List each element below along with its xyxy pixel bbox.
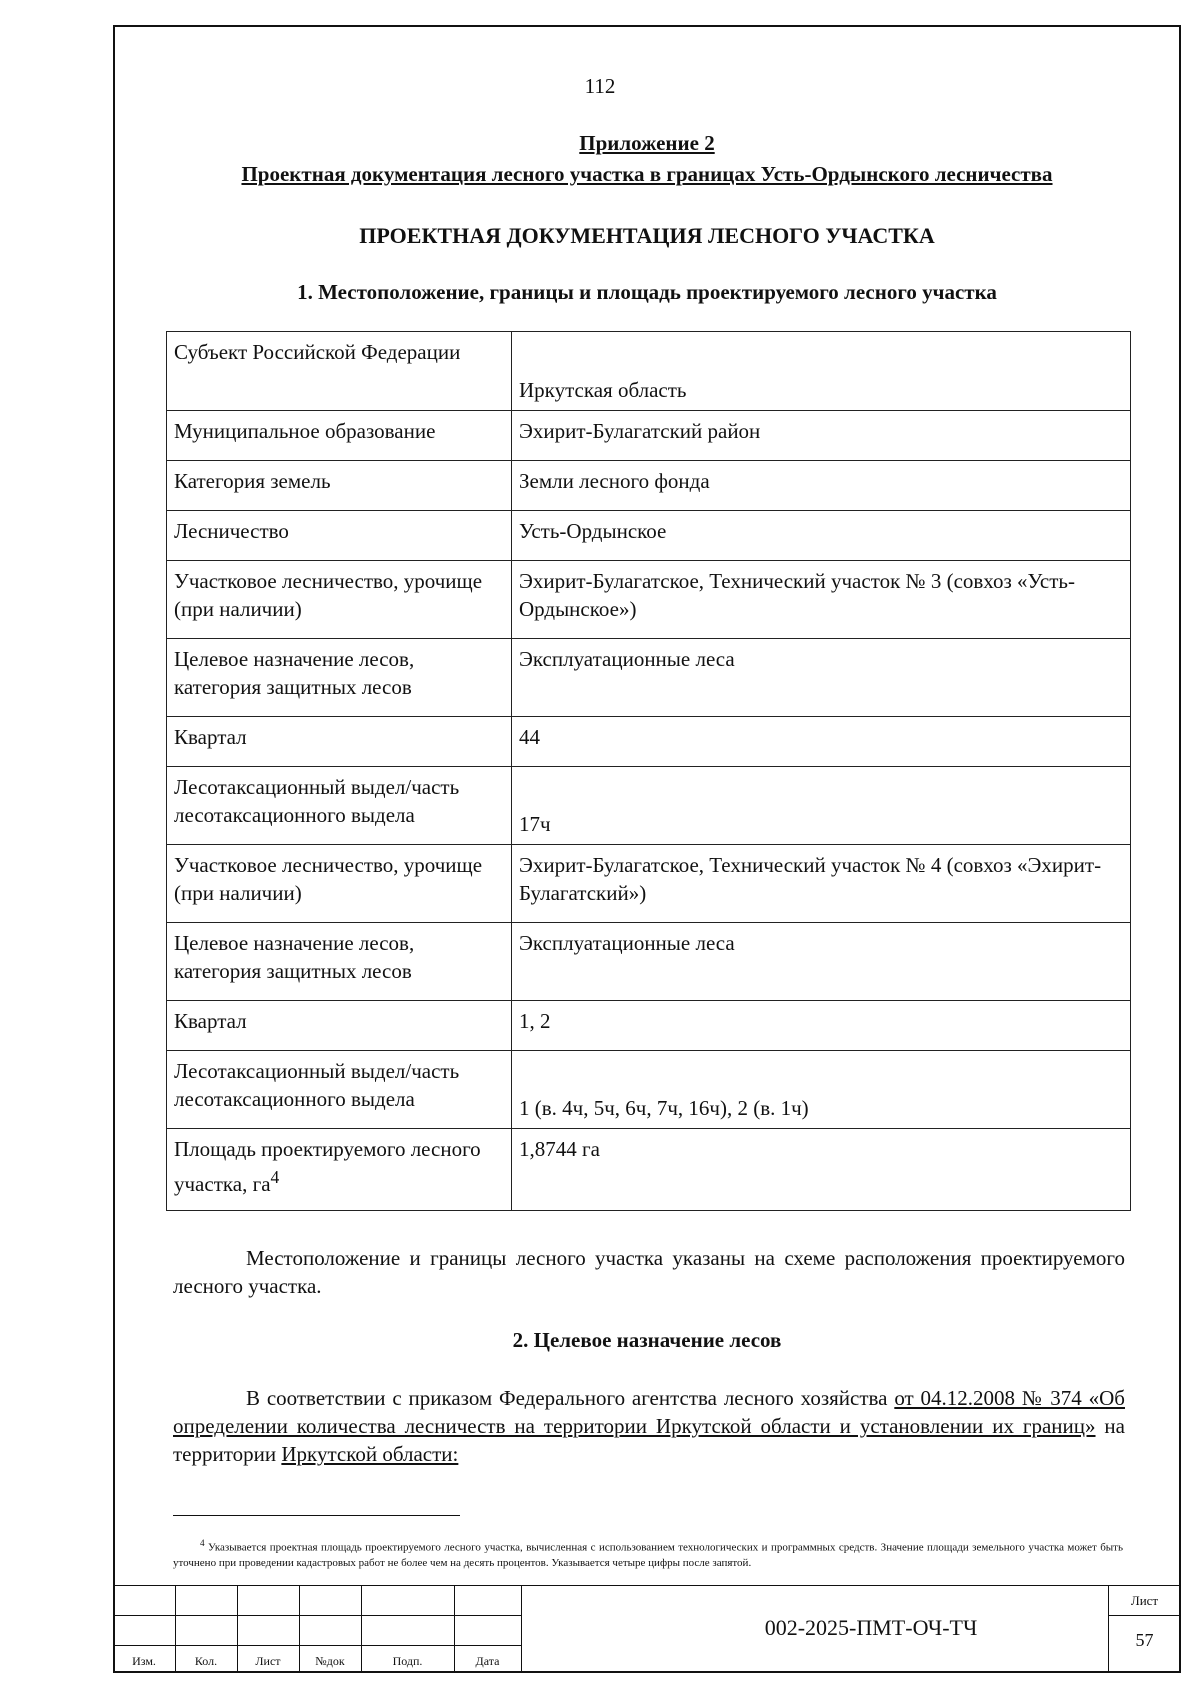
footnote-text: Указывается проектная площадь проектируемого лесного участка, вычисленная с использованием технологических и программных средств. Значение площади земельного участка может быть уточнено при проведении кадастровых работ не более чем на десять процентов. Указывается четыре цифры после запятой. — [173, 1541, 1124, 1569]
table-cell-value: Усть-Ордынское — [512, 511, 1131, 561]
paragraph-text: В соответствии с приказом Федерального агентства лесного хозяйства — [246, 1386, 895, 1410]
footnote — [173, 1536, 1123, 1571]
table-cell-label: Категория земель — [167, 461, 512, 511]
table-row — [167, 1001, 1131, 1051]
table-row — [167, 639, 1131, 717]
table-cell-label: Лесничество — [167, 511, 512, 561]
section-1-heading: 1. Местоположение, границы и площадь проектируемого лесного участка — [297, 280, 997, 304]
document-title: ПРОЕКТНАЯ ДОКУМЕНТАЦИЯ ЛЕСНОГО УЧАСТКА — [359, 223, 935, 248]
table-cell-label: Целевое назначение лесов, категория защитных лесов — [167, 639, 512, 717]
table-cell-value: 1,8744 га — [512, 1129, 1131, 1211]
table-cell-value: 17ч — [512, 767, 1131, 845]
table-row — [167, 411, 1131, 461]
location-paragraph: Местоположение и границы лесного участка указаны на схеме расположения проектируемого лесного участка. — [173, 1246, 1125, 1298]
stamp-label-kol: Кол. — [194, 1654, 218, 1668]
table-cell-label: Лесотаксационный выдел/часть лесотаксационного выдела — [167, 767, 512, 845]
stamp-label-data: Дата — [475, 1654, 500, 1668]
table-row — [167, 461, 1131, 511]
sheet-number: 57 — [1135, 1630, 1154, 1650]
stamp-label-list: Лист — [255, 1654, 281, 1668]
table-cell-label: Участковое лесничество, урочище (при наличии) — [167, 845, 512, 923]
area-label-text: Площадь проектируемого лесного участка, га — [174, 1137, 481, 1196]
table-cell-value: Эхирит-Булагатский район — [512, 411, 1131, 461]
table-cell-value: Эхирит-Булагатское, Технический участок № 3 (совхоз «Усть-Ордынское») — [512, 561, 1131, 639]
table-row — [167, 1051, 1131, 1129]
table-row — [167, 717, 1131, 767]
table-row — [167, 561, 1131, 639]
table-row — [167, 1129, 1131, 1211]
stamp-label-ndok: №док — [315, 1654, 345, 1668]
stamp-line — [113, 1585, 1181, 1586]
table-cell-label: Участковое лесничество, урочище (при наличии) — [167, 561, 512, 639]
section-2-heading: 2. Целевое назначение лесов — [512, 1328, 782, 1352]
table-row — [167, 511, 1131, 561]
table-cell-value: 44 — [512, 717, 1131, 767]
document-code: 002-2025-ПМТ-ОЧ-ТЧ — [764, 1615, 978, 1640]
page-number: 112 — [584, 74, 616, 98]
appendix-title: Приложение 2 — [579, 131, 715, 155]
table-row — [167, 923, 1131, 1001]
paragraph-text: на территории — [173, 1414, 1125, 1466]
table-cell-label: Муниципальное образование — [167, 411, 512, 461]
table-cell-value: Земли лесного фонда — [512, 461, 1131, 511]
stamp-label-podp: Подп. — [392, 1654, 423, 1668]
table-cell-value: Иркутская область — [512, 332, 1131, 411]
sheet-label: Лист — [1130, 1593, 1159, 1608]
table-cell-value: 1 (в. 4ч, 5ч, 6ч, 7ч, 16ч), 2 (в. 1ч) — [512, 1051, 1131, 1129]
table-row — [167, 332, 1131, 411]
footnote-mark: 4 — [200, 1538, 205, 1548]
forest-plot-table — [166, 331, 1131, 1211]
footnote-reference: 4 — [270, 1167, 280, 1187]
table-cell-value: Эксплуатационные леса — [512, 923, 1131, 1001]
table-cell-label: Субъект Российской Федерации — [167, 332, 512, 411]
region-link[interactable]: Иркутской области: — [281, 1442, 459, 1466]
table-row — [167, 845, 1131, 923]
table-row — [167, 767, 1131, 845]
table-cell-label: Лесотаксационный выдел/часть лесотаксационного выдела — [167, 1051, 512, 1129]
table-cell-label: Квартал — [167, 1001, 512, 1051]
stamp-label-izm: Изм. — [132, 1654, 156, 1668]
table-cell-label — [167, 1129, 512, 1211]
table-cell-value: 1, 2 — [512, 1001, 1131, 1051]
table-cell-value: Эхирит-Булагатское, Технический участок № 4 (совхоз «Эхирит-Булагатский») — [512, 845, 1131, 923]
table-cell-value: Эксплуатационные леса — [512, 639, 1131, 717]
footnote-divider — [173, 1515, 460, 1516]
title-block — [113, 1585, 1181, 1673]
table-cell-label: Квартал — [167, 717, 512, 767]
purpose-paragraph — [173, 1384, 1125, 1468]
table-cell-label: Целевое назначение лесов, категория защитных лесов — [167, 923, 512, 1001]
order-reference-link[interactable]: от 04.12.2008 № 374 «Об определении количества лесничеств на территории Иркутской области и установлении их границ» — [173, 1386, 1125, 1438]
appendix-subtitle: Проектная документация лесного участка в границах Усть-Ордынского лесничества — [241, 162, 1053, 186]
